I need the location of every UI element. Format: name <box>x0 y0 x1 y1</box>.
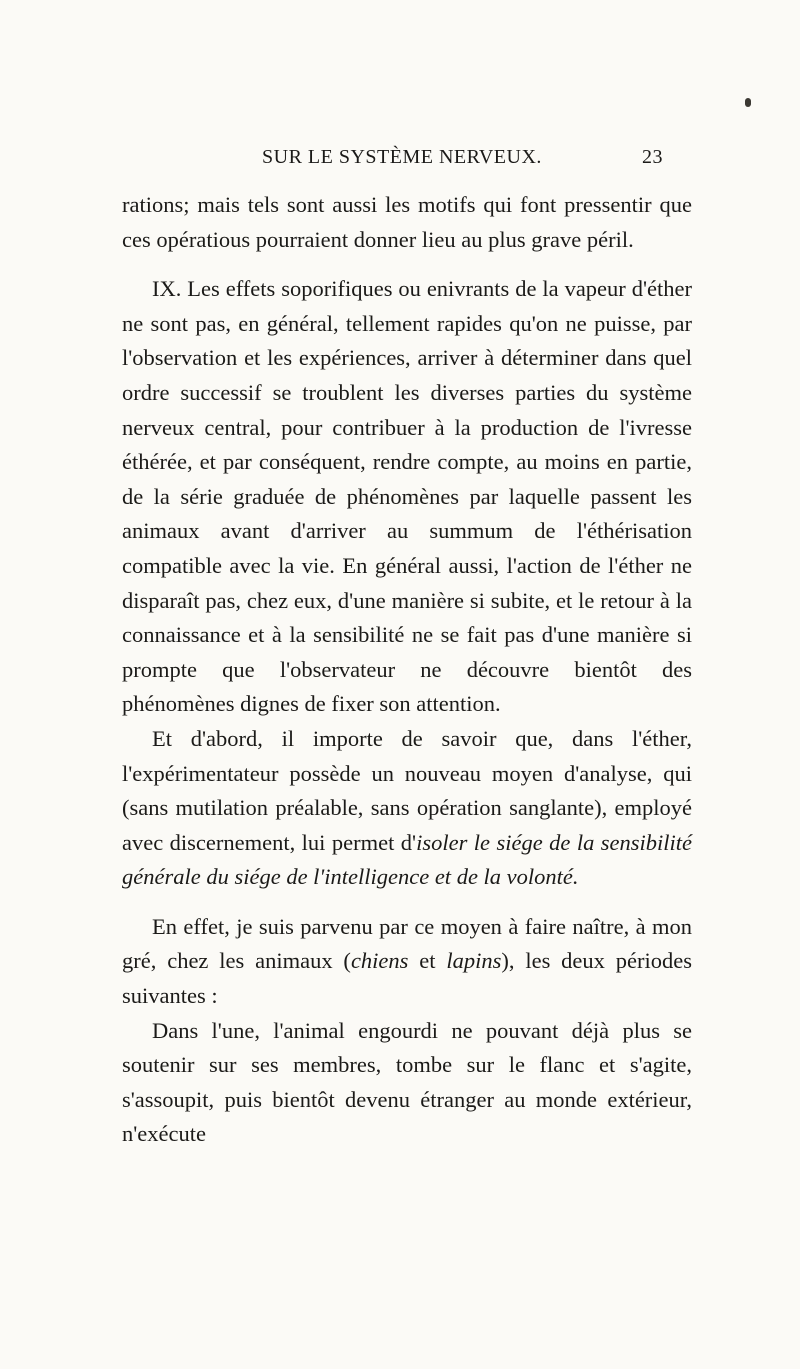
paragraph-periods-text-a: En effet, je suis parvenu par ce moyen à faire naître, à mon gré, chez les animaux ( <box>122 913 692 974</box>
paragraph-analysis-italic: isoler le siége de la sensibilité générale du siége de l'intelligence et de la volonté. <box>122 829 693 890</box>
paragraph-periods-text-b: et <box>408 948 447 974</box>
running-header <box>262 146 663 169</box>
paragraph-periods <box>122 910 692 1014</box>
paragraph-continued: rations; mais tels sont aussi les motifs qui font pressentir que ces opératious pourraient donner lieu au plus grave péril. <box>122 192 692 252</box>
paragraph-analysis-text: Et d'abord, il importe de savoir que, dans l'éther, l'expérimentateur possède un nouveau moyen d'analyse, qui (sans mutilation préalable, sans opération sanglante), employé avec discernement, lui permet d' <box>122 725 692 855</box>
paragraph-first-period: Dans l'une, l'animal engourdi ne pouvant déjà plus se soutenir sur ses membres, tombe sur le flanc et s'agite, s'assoupit, puis bientôt devenu étranger au monde extérieur, n'exécute <box>122 1017 692 1147</box>
paragraph-section-ix: IX. Les effets soporifiques ou enivrants de la vapeur d'éther ne sont pas, en général, tellement rapides qu'on ne puisse, par l'observation et les expériences, arriver à déterminer dans quel ordre successif se troublent les diverses parties du système nerveux central, pour contribuer à la production de l'ivresse éthérée, et par conséquent, rendre compte, au moins en partie, de la série graduée de phénomènes par laquelle passent les animaux avant d'arriver au summum de l'éthérisation compatible avec la vie. En général aussi, l'action de l'éther ne disparaît pas, chez eux, d'une manière si subite, et le retour à la connaissance et à la sensibilité ne se fait pas d'une manière si prompte que l'observateur ne découvre bientôt des phénomènes dignes de fixer son attention. <box>122 276 692 717</box>
page-number: 23 <box>642 146 663 168</box>
paragraph-analysis <box>122 722 692 895</box>
italic-lapins: lapins <box>446 948 502 974</box>
running-title: SUR LE SYSTÈME NERVEUX. <box>262 146 542 168</box>
body-text <box>122 188 692 1152</box>
italic-chiens: chiens <box>350 948 409 974</box>
paragraph-periods-text-c: ), les deux périodes suivantes : <box>122 948 692 1009</box>
ink-speck <box>745 98 751 107</box>
